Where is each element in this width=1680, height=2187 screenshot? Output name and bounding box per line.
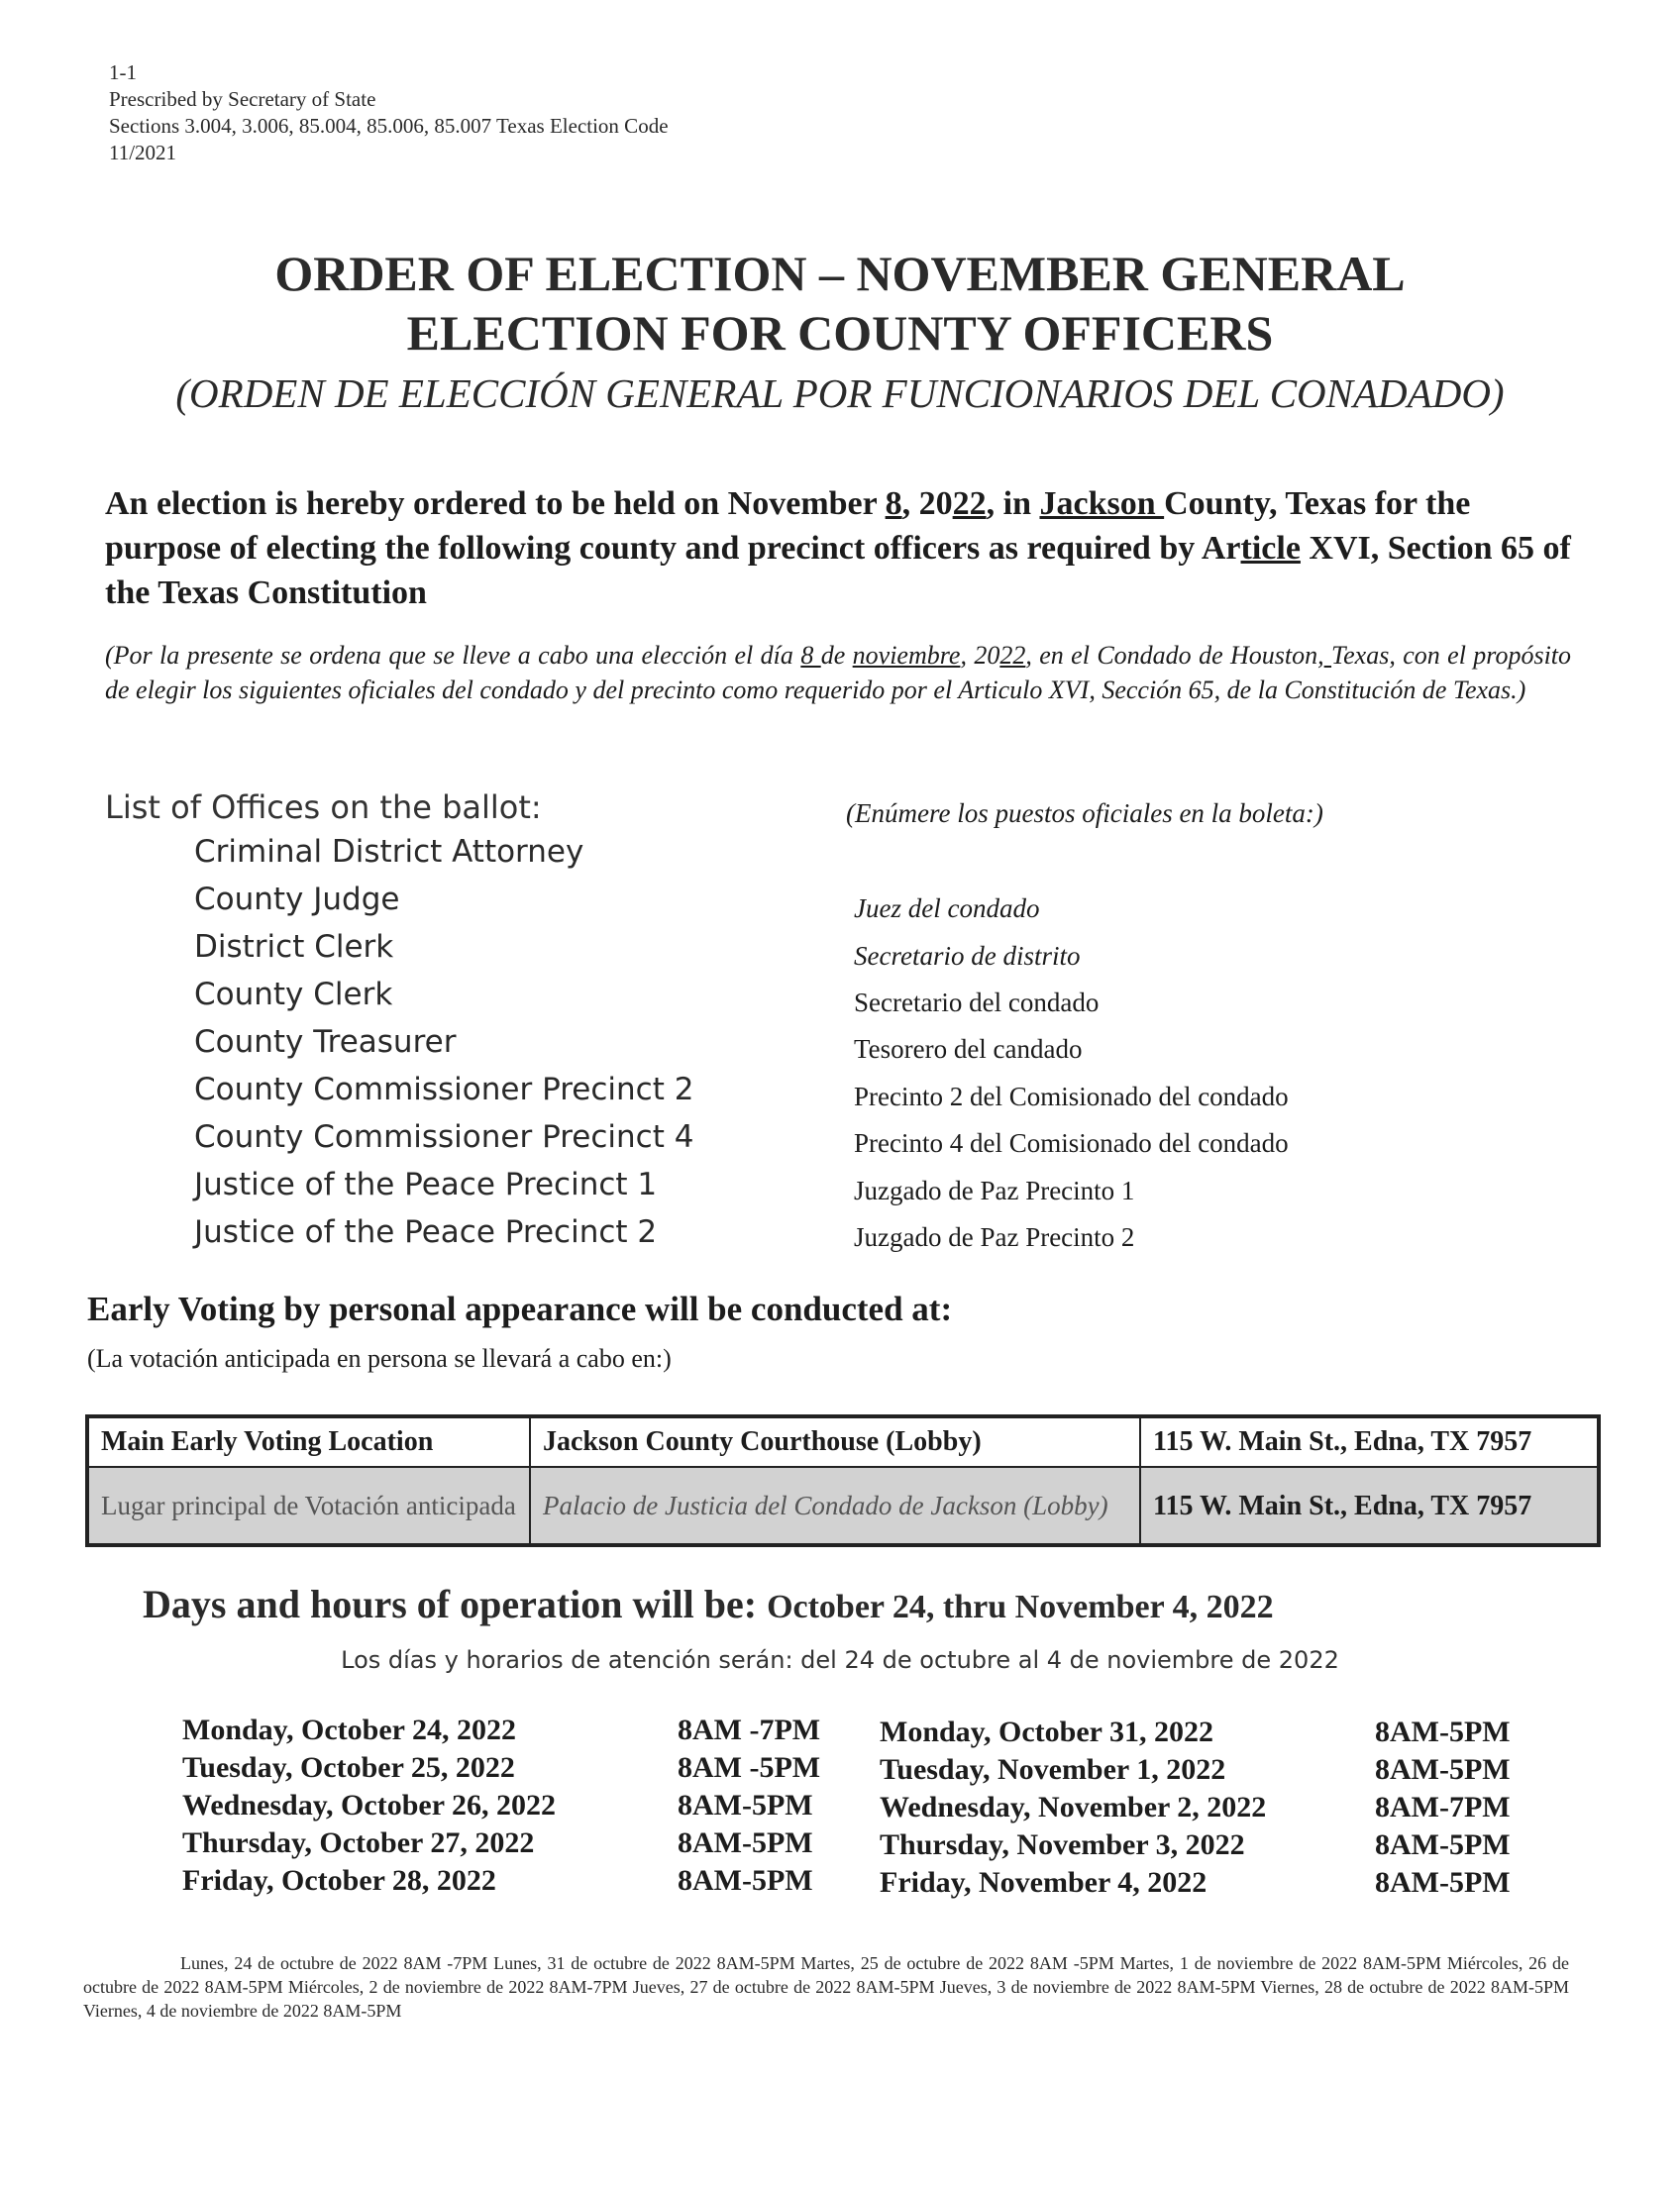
- schedule-hours: 8AM-7PM: [1375, 1791, 1511, 1823]
- election-day-es: 8: [800, 641, 821, 670]
- location-address-spanish: 115 W. Main St., Edna, TX 7957: [1140, 1467, 1599, 1545]
- early-voting-location-table: [85, 1414, 1601, 1547]
- title-line-2: ELECTION FOR COUNTY OFFICERS: [406, 305, 1274, 361]
- intro-text: An election is hereby ordered to be held on November: [105, 485, 886, 522]
- days-lead: Days and hours of operation will be:: [143, 1582, 768, 1626]
- election-day: 8: [885, 485, 902, 522]
- office-item-spanish: Precinto 4 del Comisionado del condado: [854, 1128, 1289, 1158]
- days-range: October 24, thru November 4, 2022: [767, 1589, 1274, 1625]
- office-item: Justice of the Peace Precinct 2: [194, 1214, 658, 1250]
- table-row: [87, 1467, 1599, 1545]
- office-item: County Judge: [194, 882, 400, 917]
- office-item-spanish: Juzgado de Paz Precinto 1: [854, 1176, 1135, 1205]
- intro-text: , in: [986, 485, 1040, 522]
- intro-es-text: , 20: [960, 641, 1000, 670]
- intro-es-text: de: [820, 641, 853, 670]
- schedule-day: Wednesday, November 2, 2022: [880, 1791, 1267, 1823]
- office-item-spanish: Secretario del condado: [854, 988, 1100, 1017]
- schedule-day: Monday, October 24, 2022: [182, 1714, 516, 1746]
- office-item: County Clerk: [194, 977, 393, 1012]
- schedule-hours: 8AM-5PM: [1375, 1828, 1511, 1861]
- intro-es-text: (Por la presente se ordena que se lleve a cabo una elección el día: [105, 641, 801, 670]
- title-line-1: ORDER OF ELECTION – NOVEMBER GENERAL: [274, 246, 1406, 301]
- form-number: 1-1: [109, 60, 137, 84]
- offices-heading: List of Offices on the ballot:: [105, 788, 542, 826]
- prescribed-by: Prescribed by Secretary of State: [109, 87, 376, 111]
- schedule-hours: 8AM -5PM: [678, 1751, 821, 1784]
- schedule-day: Wednesday, October 26, 2022: [182, 1789, 556, 1822]
- form-date: 11/2021: [109, 141, 177, 164]
- form-header: [109, 59, 669, 166]
- offices-heading-spanish: (Enúmere los puestos oficiales en la boleta:): [846, 798, 1323, 828]
- election-year: 22: [952, 485, 987, 522]
- schedule-hours: 8AM-5PM: [678, 1864, 813, 1897]
- schedule-hours: 8AM -7PM: [678, 1714, 821, 1746]
- location-label-spanish: Lugar principal de Votación anticipada: [87, 1467, 530, 1545]
- schedule-day: Friday, November 4, 2022: [880, 1866, 1208, 1899]
- office-item-spanish: Precinto 2 del Comisionado del condado: [854, 1082, 1289, 1111]
- blank-field: [1324, 641, 1331, 670]
- title-spanish: (ORDEN DE ELECCIÓN GENERAL POR FUNCIONARIOS DEL CONADADO): [175, 370, 1505, 416]
- days-hours-heading: [143, 1581, 1274, 1627]
- location-address: 115 W. Main St., Edna, TX 7957: [1140, 1416, 1599, 1467]
- schedule-hours: 8AM-5PM: [1375, 1716, 1511, 1748]
- intro-es-text: Texas, con el propósito de elegir los siguientes oficiales del condado y del precinto como requerido por el Articulo XVI, Sección 65, de la Constitución de Texas.): [105, 641, 1572, 704]
- office-item-spanish: Juzgado de Paz Precinto 2: [854, 1222, 1135, 1252]
- schedule-hours: 8AM-5PM: [678, 1789, 813, 1822]
- location-name: Jackson County Courthouse (Lobby): [530, 1416, 1140, 1467]
- spanish-schedule-footnote: Lunes, 24 de octubre de 2022 8AM -7PM Lunes, 31 de octubre de 2022 8AM-5PM Martes, 25 de octubre de 2022 8AM -5PM Martes, 1 de noviembre de 2022 8AM-5PM Miércoles, 26 de octubre de 2022 8AM-5PM Miércoles, 2 de noviembre de 2022 8AM-7PM Jueves, 27 de octubre de 2022 8AM-5PM Jueves, 3 de noviembre de 2022 8AM-5PM Viernes, 28 de octubre de 2022 8AM-5PM Viernes, 4 de noviembre de 2022 8AM-5PM: [83, 1953, 1569, 2021]
- office-item: County Treasurer: [194, 1024, 457, 1060]
- schedule-day: Tuesday, November 1, 2022: [880, 1753, 1226, 1786]
- election-month-es: noviembre: [852, 641, 961, 670]
- schedule-hours: 8AM-5PM: [1375, 1753, 1511, 1786]
- schedule-day: Thursday, November 3, 2022: [880, 1828, 1245, 1861]
- intro-paragraph: [105, 481, 1591, 615]
- office-item: County Commissioner Precinct 2: [194, 1072, 694, 1107]
- early-voting-heading: Early Voting by personal appearance will be conducted at:: [87, 1290, 953, 1328]
- intro-text: County, Texas for the purpose of electing the following county and precinct officers as required by Ar: [105, 485, 1471, 567]
- office-item-spanish: Juez del condado: [854, 893, 1040, 923]
- schedule-hours: 8AM-5PM: [1375, 1866, 1511, 1899]
- intro-es-text: , en el Condado de Houston,: [1025, 641, 1324, 670]
- schedule-day: Monday, October 31, 2022: [880, 1716, 1213, 1748]
- office-item-spanish: Secretario de distrito: [854, 941, 1081, 971]
- office-item: Justice of the Peace Precinct 1: [194, 1167, 658, 1202]
- intro-text: ticle: [1240, 530, 1301, 567]
- office-item-spanish: Tesorero del candado: [854, 1034, 1083, 1064]
- table-row: [87, 1416, 1599, 1467]
- days-hours-spanish: Los días y horarios de atención serán: del 24 de octubre al 4 de noviembre de 2022: [341, 1646, 1339, 1674]
- schedule-day: Friday, October 28, 2022: [182, 1864, 496, 1897]
- schedule-hours: 8AM-5PM: [678, 1826, 813, 1859]
- intro-text: , 20: [901, 485, 953, 522]
- county-name: Jackson: [1039, 485, 1165, 522]
- schedule-day: Thursday, October 27, 2022: [182, 1826, 535, 1859]
- office-item: Criminal District Attorney: [194, 834, 584, 870]
- intro-paragraph-spanish: [105, 638, 1571, 707]
- code-sections: Sections 3.004, 3.006, 85.004, 85.006, 85.007 Texas Election Code: [109, 114, 669, 138]
- election-year-es: 22: [999, 641, 1026, 670]
- intro-text: XVI, Section 65 of the Texas Constitution: [105, 530, 1571, 611]
- early-voting-heading-spanish: (La votación anticipada en persona se llevará a cabo en:): [87, 1344, 672, 1373]
- office-item: District Clerk: [194, 929, 394, 965]
- location-name-spanish: Palacio de Justicia del Condado de Jackson (Lobby): [530, 1467, 1140, 1545]
- schedule-day: Tuesday, October 25, 2022: [182, 1751, 515, 1784]
- office-item: County Commissioner Precinct 4: [194, 1119, 694, 1155]
- location-label: Main Early Voting Location: [87, 1416, 530, 1467]
